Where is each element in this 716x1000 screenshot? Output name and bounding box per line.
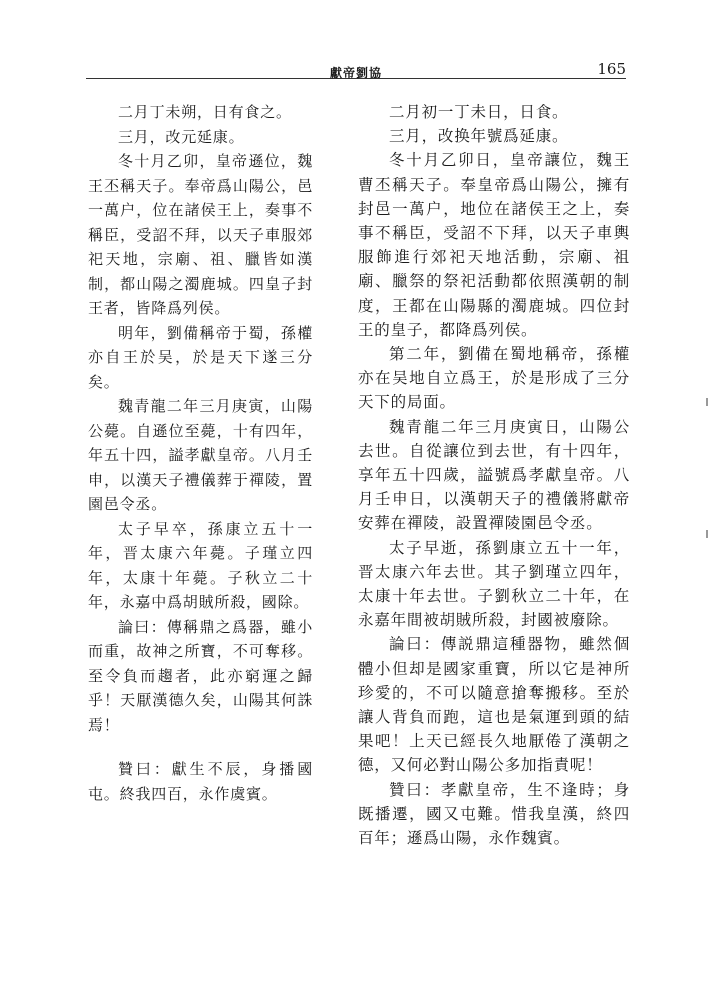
translation-paragraph: 魏青龍二年三月庚寅日，山陽公去世。自從讓位到去世，有十四年，享年五十四歲，謚號爲孝獻皇帝。八月壬申日，以漢朝天子的禮儀將獻帝安葬在禪陵，設置禪陵園邑令丞。 (358, 417, 630, 533)
classical-text-column (88, 100, 313, 806)
translation-paragraph: 贊曰：孝獻皇帝，生不逢時；身既播遷，國又屯難。惜我皇漢，終四百年；遜爲山陽，永作魏賓。 (358, 780, 630, 848)
classical-paragraph: 論曰：傳稱鼎之爲器，雖小而重，故神之所寶，不可奪移。至令負而趨者，此亦窮運之歸乎！天厭漢德久矣，山陽其何誅焉！ (88, 617, 313, 734)
classical-paragraph: 明年，劉備稱帝于蜀，孫權亦自王於吴，於是天下遂三分矣。 (88, 323, 313, 391)
page-number: 165 (597, 60, 626, 78)
translation-paragraph: 第二年，劉備在蜀地稱帝，孫權亦在吴地自立爲王，於是形成了三分天下的局面。 (358, 345, 630, 412)
classical-paragraph: 二月丁未朔，日有食之。 (118, 103, 292, 121)
running-title: 獻帝劉協 (329, 66, 382, 80)
classical-paragraph: 魏青龍二年三月庚寅，山陽公薨。自遜位至薨，十有四年，年五十四，謚孝獻皇帝。八月壬申，以漢天子禮儀葬于禪陵，置園邑令丞。 (88, 397, 313, 513)
page-header (86, 56, 626, 79)
translation-paragraph: 三月，改换年號爲延康。 (389, 127, 569, 146)
translation-paragraph: 冬十月乙卯日，皇帝讓位，魏王曹丕稱天子。奉皇帝爲山陽公，擁有封邑一萬户，地位在諸侯王之上，奏事不稱臣，受詔不下拜，以天子車輿服飾進行郊祀天地活動，宗廟、祖廟、臘祭的祭祀活動都依照漢朝的制度，王都在山陽縣的濁鹿城。四位封王的皇子，都降爲列侯。 (358, 151, 630, 339)
classical-paragraph: 冬十月乙卯，皇帝遜位，魏王丕稱天子。奉帝爲山陽公，邑一萬户，位在諸侯王上，奏事不稱臣，受詔不拜，以天子車服郊祀天地，宗廟、祖、臘皆如漢制，都山陽之濁鹿城。四皇子封王者，皆降爲列侯。 (88, 152, 313, 317)
scan-edge-mark (706, 398, 708, 406)
translation-paragraph: 太子早逝，孫劉康立五十一年，晋太康六年去世。其子劉瑾立四年，太康十年去世。子劉秋立二十年，在永嘉年間被胡賊所殺，封國被廢除。 (358, 538, 630, 630)
translation-paragraph: 二月初一丁未日，日食。 (389, 103, 569, 121)
translation-text-column (358, 100, 630, 850)
classical-paragraph: 太子早卒，孫康立五十一年，晋太康六年薨。子瑾立四年，太康十年薨。子秋立二十年，永嘉中爲胡賊所殺，國除。 (88, 519, 313, 611)
paragraph-spacer (88, 737, 313, 757)
classical-paragraph: 三月，改元延康。 (118, 127, 245, 146)
translation-paragraph: 論曰：傳説鼎這種器物，雖然個體小但却是國家重寶，所以它是神所珍愛的，不可以隨意搶奪搬移。至於讓人背負而跑，這也是氣運到頭的結果吧！上天已經長久地厭倦了漢朝之德，又何必對山陽公多加指責呢！ (358, 635, 630, 775)
classical-paragraph: 贊曰：獻生不辰，身播國屯。終我四百，永作虞賓。 (88, 760, 313, 803)
scan-edge-mark (706, 530, 708, 538)
